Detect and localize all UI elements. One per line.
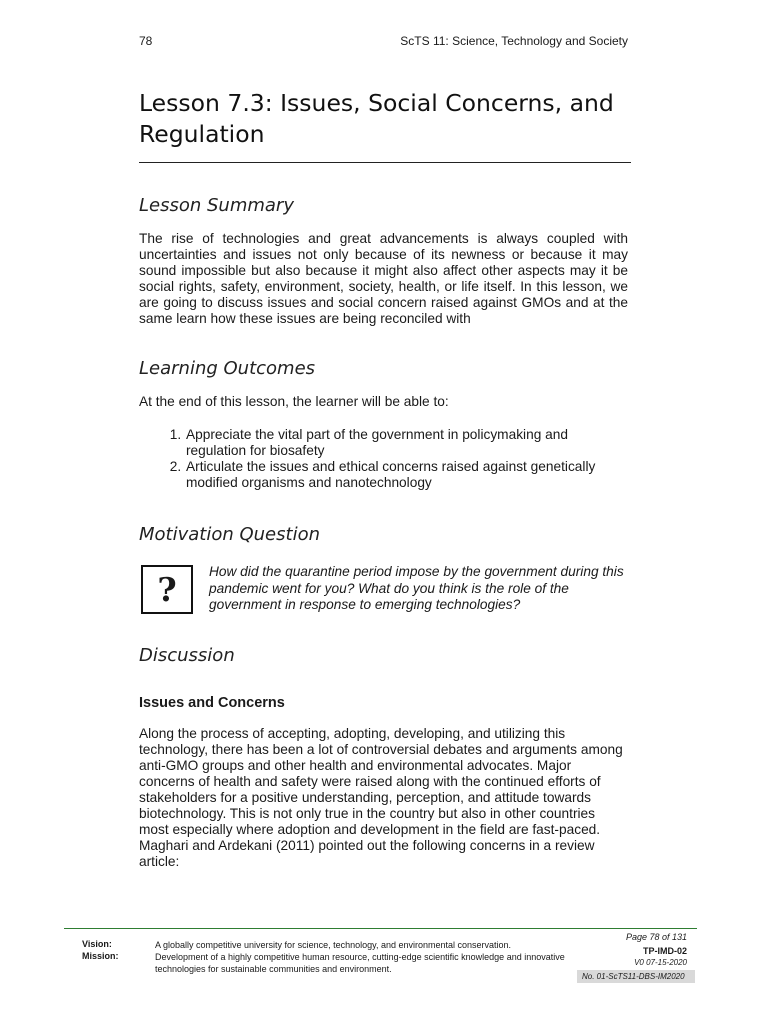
discussion-text: Along the process of accepting, adopting, developing, and utilizing this technology, there has been a lot of controversial debates and arguments among anti-GMO groups and other health and environmental advocates. Major concerns of health and safety were raised along with the continued efforts of stakeholders for a positive understanding, perception, and attitude towards biotechnology. This is not only true in the country but also in other countries most especially where adoption and development in the field are fast-paced. Maghari and Ardekani (2011) pointed out the following concerns in a review article: [139, 726, 623, 869]
header-course-title: ScTS 11: Science, Technology and Society [400, 34, 628, 48]
title-divider [139, 162, 631, 163]
learning-outcomes-intro: At the end of this lesson, the learner will be able to: [139, 394, 449, 409]
vision-label: Vision: [82, 939, 112, 949]
lesson-title: Lesson 7.3: Issues, Social Concerns, and Regulation [139, 89, 614, 148]
version-date: V0 07-15-2020 [634, 958, 687, 967]
motivation-question-text: How did the quarantine period impose by the government during this pandemic went for you? What do you think is the role of the government in response to emerging technologies? [209, 564, 624, 612]
outcome-item: 1. Appreciate the vital part of the government in policymaking and regulation for biosafety [185, 427, 628, 459]
header-page-number: 78 [139, 34, 153, 48]
mission-text: Development of a highly competitive human resource, cutting-edge scientific knowledge and innovative technologies for sustainable communities and environment. [155, 952, 565, 974]
lesson-summary-text: The rise of technologies and great advancements is always coupled with uncertainties and issues not only because of its newness or because it may sound impossible but also because it might also affect other aspects may it be social rights, safety, environment, society, health, or life itself. In this lesson, we are going to discuss issues and social concern raised against GMOs and at the same learn how these issues are being reconciled with [139, 231, 628, 326]
issues-concerns-subheading: Issues and Concerns [139, 695, 285, 711]
discussion-heading: Discussion [139, 645, 235, 666]
question-mark-icon: ? [141, 565, 193, 614]
footer-divider [64, 928, 697, 929]
form-code: TP-IMD-02 [642, 946, 687, 956]
outcome-item: 2. Articulate the issues and ethical concerns raised against genetically modified organisms and nanotechnology [185, 459, 628, 491]
learning-outcomes-list [139, 427, 628, 491]
motivation-question-heading: Motivation Question [139, 524, 320, 545]
vision-text: A globally competitive university for science, technology, and environmental conservation. [155, 940, 512, 950]
document-number-badge: No. 01-ScTS11-DBS-IM2020 [577, 970, 695, 983]
lesson-summary-heading: Lesson Summary [139, 195, 294, 216]
page-of-total: Page 78 of 131 [625, 932, 687, 942]
learning-outcomes-heading: Learning Outcomes [139, 358, 316, 379]
mission-label: Mission: [82, 951, 119, 961]
